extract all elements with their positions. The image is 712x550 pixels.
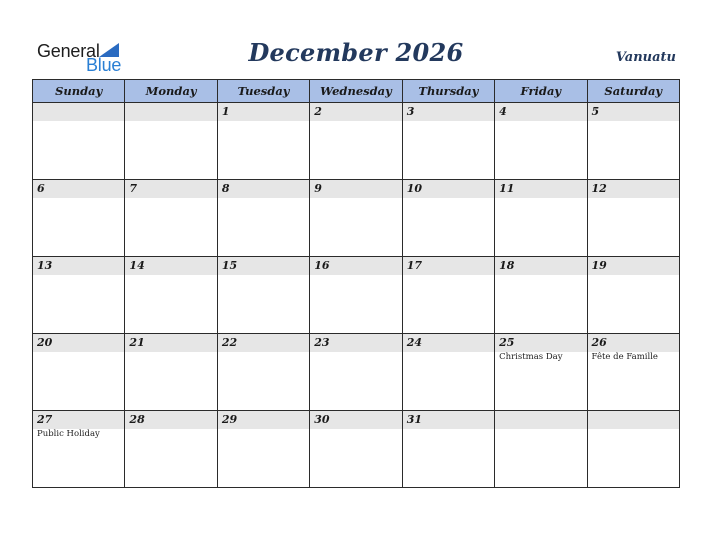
day-number: 17 <box>403 257 494 275</box>
day-cell <box>587 411 679 488</box>
day-cell <box>217 103 309 180</box>
day-cell <box>587 257 679 334</box>
day-cell <box>217 334 309 411</box>
logo-text-blue: Blue <box>86 55 122 75</box>
day-number: 24 <box>403 334 494 352</box>
day-number <box>588 411 679 429</box>
week-row <box>33 411 680 488</box>
day-cell <box>125 103 217 180</box>
day-number: 27 <box>33 411 124 429</box>
day-cell <box>310 334 402 411</box>
day-number: 20 <box>33 334 124 352</box>
day-cell <box>217 257 309 334</box>
day-cell <box>587 180 679 257</box>
day-cell <box>402 334 494 411</box>
day-cell <box>33 334 125 411</box>
day-number <box>125 103 216 121</box>
day-number: 5 <box>588 103 679 121</box>
day-number: 14 <box>125 257 216 275</box>
day-number: 26 <box>588 334 679 352</box>
day-number: 7 <box>125 180 216 198</box>
day-number: 15 <box>218 257 309 275</box>
weekday-header: Sunday <box>33 80 125 103</box>
day-cell <box>217 411 309 488</box>
day-number: 1 <box>218 103 309 121</box>
day-number: 13 <box>33 257 124 275</box>
day-cell <box>310 411 402 488</box>
day-number: 16 <box>310 257 401 275</box>
week-row <box>33 334 680 411</box>
day-number: 18 <box>495 257 586 275</box>
day-number: 9 <box>310 180 401 198</box>
weekday-header: Saturday <box>587 80 679 103</box>
day-cell <box>217 180 309 257</box>
day-number: 28 <box>125 411 216 429</box>
country-label: Vanuatu <box>615 50 676 65</box>
day-number: 30 <box>310 411 401 429</box>
day-number: 8 <box>218 180 309 198</box>
day-number: 6 <box>33 180 124 198</box>
day-number: 10 <box>403 180 494 198</box>
day-cell <box>33 103 125 180</box>
day-cell <box>33 411 125 488</box>
day-number: 19 <box>588 257 679 275</box>
day-cell <box>125 334 217 411</box>
day-cell <box>587 103 679 180</box>
logo-text-general: General <box>37 41 100 61</box>
day-cell <box>402 411 494 488</box>
day-cell <box>310 180 402 257</box>
day-cell <box>402 103 494 180</box>
weekday-header: Friday <box>495 80 587 103</box>
day-cell <box>402 257 494 334</box>
day-number: 25 <box>495 334 586 352</box>
day-cell <box>495 257 587 334</box>
day-number: 21 <box>125 334 216 352</box>
day-cell <box>125 257 217 334</box>
day-event: Christmas Day <box>499 352 563 362</box>
day-number: 22 <box>218 334 309 352</box>
day-cell <box>125 411 217 488</box>
day-cell <box>125 180 217 257</box>
day-number: 31 <box>403 411 494 429</box>
day-number <box>33 103 124 121</box>
day-cell <box>310 103 402 180</box>
weekday-header: Thursday <box>402 80 494 103</box>
calendar-grid <box>32 79 680 488</box>
day-cell <box>33 257 125 334</box>
weekday-header: Tuesday <box>217 80 309 103</box>
day-cell <box>310 257 402 334</box>
day-number: 12 <box>588 180 679 198</box>
week-row <box>33 257 680 334</box>
day-number <box>495 411 586 429</box>
weekday-header-row <box>33 80 680 103</box>
week-row <box>33 180 680 257</box>
day-number: 23 <box>310 334 401 352</box>
day-cell <box>402 180 494 257</box>
day-cell <box>587 334 679 411</box>
day-cell <box>33 180 125 257</box>
day-cell <box>495 180 587 257</box>
day-number: 4 <box>495 103 586 121</box>
day-number: 11 <box>495 180 586 198</box>
day-number: 29 <box>218 411 309 429</box>
day-cell <box>495 411 587 488</box>
weekday-header: Wednesday <box>310 80 402 103</box>
day-event: Public Holiday <box>37 429 100 439</box>
day-number: 3 <box>403 103 494 121</box>
day-event: Fête de Famille <box>591 352 658 362</box>
day-cell <box>495 334 587 411</box>
week-row <box>33 103 680 180</box>
day-number: 2 <box>310 103 401 121</box>
calendar-title: December 2026 <box>248 38 464 67</box>
day-cell <box>495 103 587 180</box>
weekday-header: Monday <box>125 80 217 103</box>
